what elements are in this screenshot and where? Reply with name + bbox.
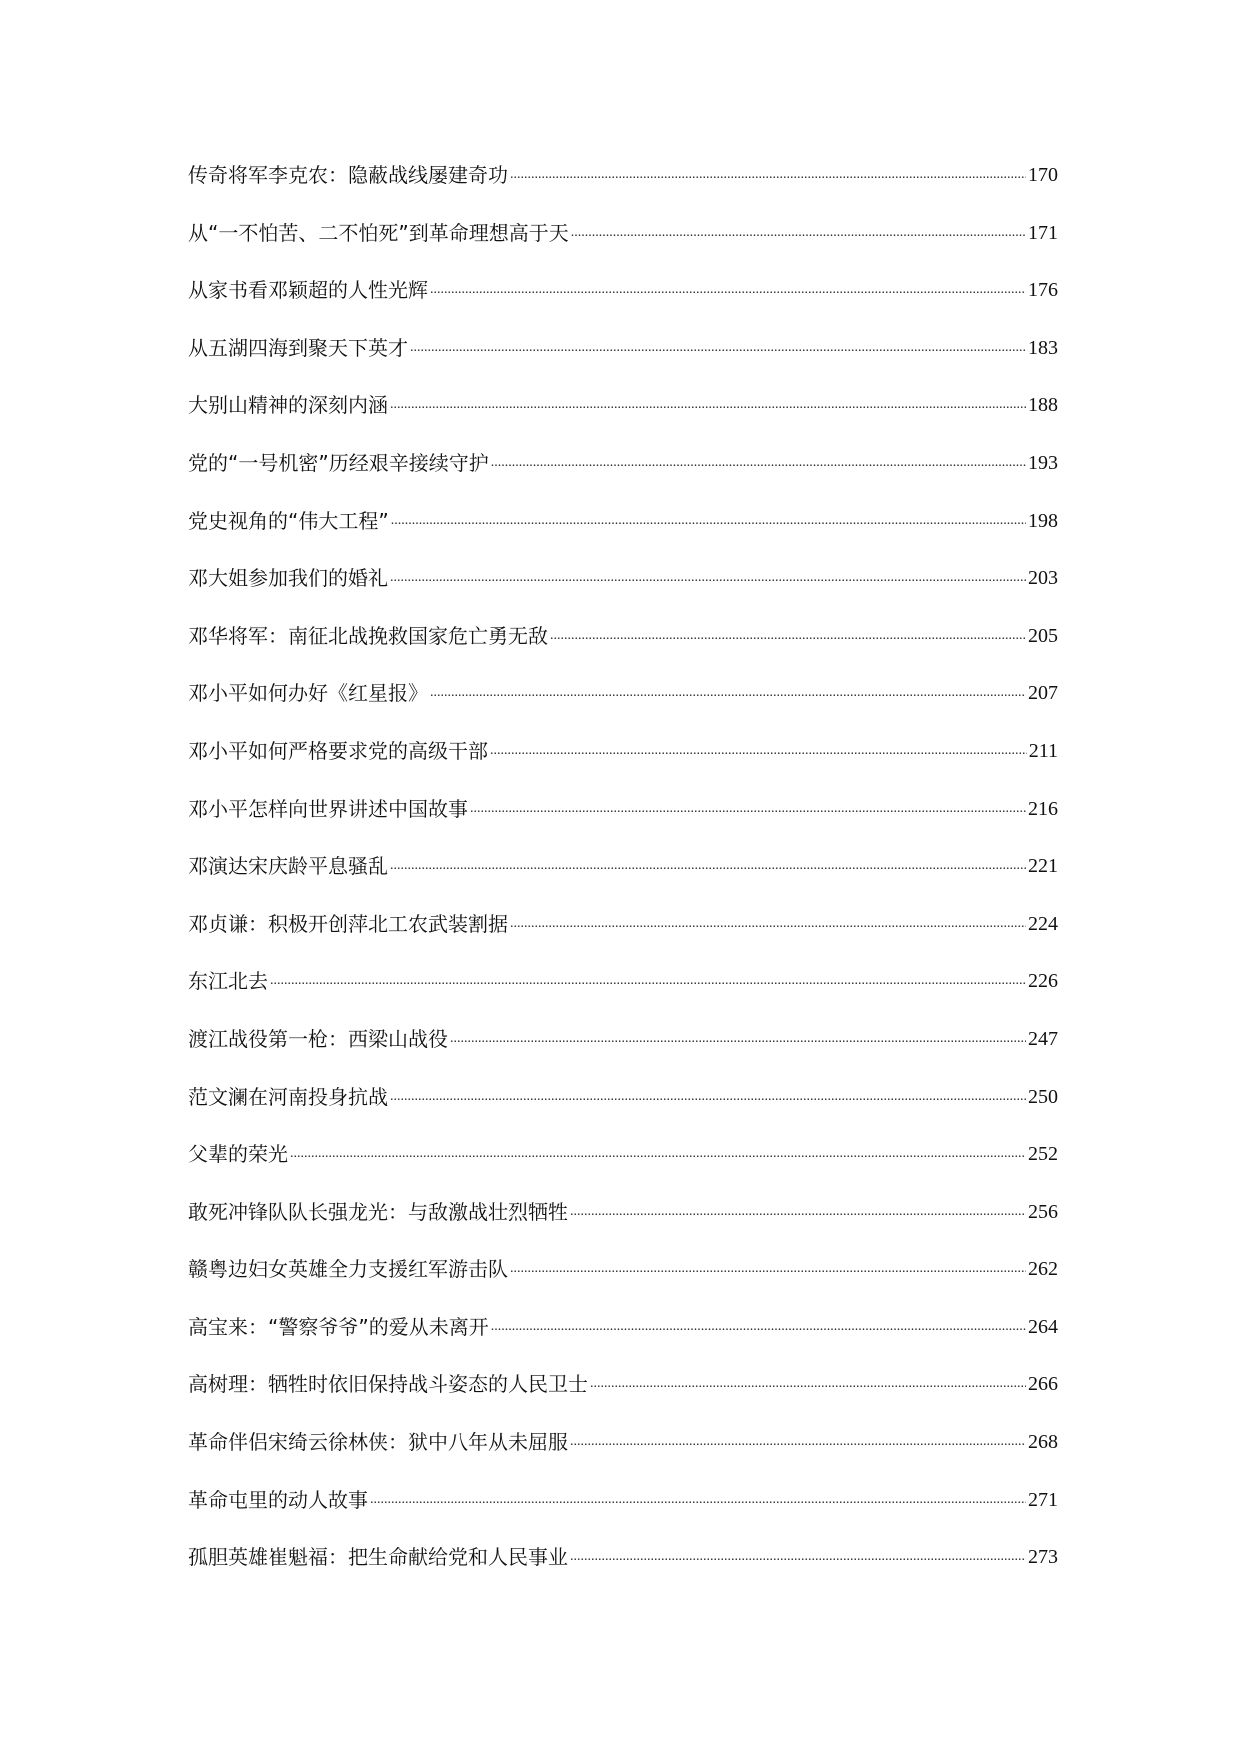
toc-entry-title: 高树理：牺牲时依旧保持战斗姿态的人民卫士 bbox=[188, 1372, 588, 1397]
toc-entry-page: 188 bbox=[1028, 394, 1058, 417]
toc-entry-page: 252 bbox=[1028, 1143, 1058, 1166]
toc-dot-leader bbox=[370, 1486, 1026, 1514]
toc-entry[interactable] bbox=[188, 1140, 1058, 1198]
toc-dot-leader bbox=[570, 1543, 1026, 1571]
toc-entry[interactable] bbox=[188, 161, 1058, 219]
toc-entry-page: 264 bbox=[1028, 1315, 1058, 1338]
toc-entry-title: 父辈的荣光 bbox=[188, 1142, 288, 1167]
toc-dot-leader bbox=[510, 161, 1026, 189]
toc-entry[interactable] bbox=[188, 449, 1058, 507]
toc-entry[interactable] bbox=[188, 1486, 1058, 1544]
toc-entry[interactable] bbox=[188, 276, 1058, 334]
toc-entry-title: 邓小平如何办好《红星报》 bbox=[188, 681, 428, 706]
toc-entry-page: 207 bbox=[1028, 682, 1058, 705]
toc-entry-page: 262 bbox=[1028, 1258, 1058, 1281]
toc-entry-title: 邓大姐参加我们的婚礼 bbox=[188, 566, 388, 591]
toc-entry[interactable] bbox=[188, 967, 1058, 1025]
toc-dot-leader bbox=[571, 219, 1026, 247]
toc-entry[interactable] bbox=[188, 219, 1058, 277]
toc-entry[interactable] bbox=[188, 1428, 1058, 1486]
toc-entry-title: 赣粤边妇女英雄全力支援红军游击队 bbox=[188, 1257, 508, 1282]
toc-entry-page: 266 bbox=[1028, 1373, 1058, 1396]
toc-entry[interactable] bbox=[188, 1370, 1058, 1428]
toc-entry-page: 226 bbox=[1028, 970, 1058, 993]
toc-entry-title: 高宝来：“警察爷爷”的爱从未离开 bbox=[188, 1314, 489, 1339]
toc-entry-title: 邓贞谦：积极开创萍北工农武装割据 bbox=[188, 911, 508, 936]
toc-entry[interactable] bbox=[188, 1083, 1058, 1141]
toc-dot-leader bbox=[430, 679, 1026, 707]
toc-entry-page: 183 bbox=[1028, 336, 1058, 359]
toc-entry-title: 从家书看邓颖超的人性光辉 bbox=[188, 278, 428, 303]
toc-entry-title: 邓华将军：南征北战挽救国家危亡勇无敌 bbox=[188, 623, 548, 648]
toc-entry-page: 205 bbox=[1028, 624, 1058, 647]
toc-entry[interactable] bbox=[188, 1025, 1058, 1083]
toc-entry-title: 党的“一号机密”历经艰辛接续守护 bbox=[188, 450, 489, 475]
toc-entry-title: 革命屯里的动人故事 bbox=[188, 1487, 368, 1512]
toc-entry-page: 193 bbox=[1028, 451, 1058, 474]
toc-entry[interactable] bbox=[188, 564, 1058, 622]
toc-entry[interactable] bbox=[188, 852, 1058, 910]
toc-entry[interactable] bbox=[188, 391, 1058, 449]
toc-dot-leader bbox=[490, 737, 1027, 765]
toc-dot-leader bbox=[590, 1370, 1026, 1398]
toc-entry-page: 171 bbox=[1028, 221, 1058, 244]
toc-entry-title: 范文澜在河南投身抗战 bbox=[188, 1084, 388, 1109]
toc-entry-page: 271 bbox=[1028, 1488, 1058, 1511]
toc-entry-page: 273 bbox=[1028, 1546, 1058, 1569]
toc-entry-page: 247 bbox=[1028, 1027, 1058, 1050]
toc-dot-leader bbox=[510, 1255, 1026, 1283]
toc-entry-page: 170 bbox=[1028, 164, 1058, 186]
toc-entry[interactable] bbox=[188, 679, 1058, 737]
toc-entry[interactable] bbox=[188, 507, 1058, 565]
toc-entry[interactable] bbox=[188, 795, 1058, 853]
toc-entry-page: 203 bbox=[1028, 567, 1058, 590]
toc-dot-leader bbox=[390, 391, 1026, 419]
toc-entry-title: 敢死冲锋队队长强龙光：与敌激战壮烈牺牲 bbox=[188, 1199, 568, 1224]
toc-entry[interactable] bbox=[188, 1198, 1058, 1256]
toc-entry-title: 传奇将军李克农：隐蔽战线屡建奇功 bbox=[188, 163, 508, 187]
toc-dot-leader bbox=[391, 507, 1026, 535]
toc-entry-page: 216 bbox=[1028, 797, 1058, 820]
toc-dot-leader bbox=[290, 1140, 1026, 1168]
toc-entry-title: 邓演达宋庆龄平息骚乱 bbox=[188, 854, 388, 879]
toc-entry[interactable] bbox=[188, 334, 1058, 392]
toc-dot-leader bbox=[390, 564, 1026, 592]
toc-entry[interactable] bbox=[188, 1255, 1058, 1313]
toc-dot-leader bbox=[390, 1083, 1026, 1111]
toc-entry[interactable] bbox=[188, 622, 1058, 680]
toc-entry-page: 221 bbox=[1028, 855, 1058, 878]
toc-entry-title: 东江北去 bbox=[188, 969, 268, 994]
toc-entry-page: 250 bbox=[1028, 1085, 1058, 1108]
toc-dot-leader bbox=[570, 1198, 1026, 1226]
toc-entry-title: 革命伴侣宋绮云徐林侠：狱中八年从未屈服 bbox=[188, 1430, 568, 1455]
toc-entry-title: 党史视角的“伟大工程” bbox=[188, 508, 389, 533]
toc-entry[interactable] bbox=[188, 1313, 1058, 1371]
toc-entry[interactable] bbox=[188, 1543, 1058, 1601]
toc-entry-title: 从“一不怕苦、二不怕死”到革命理想高于天 bbox=[188, 220, 569, 245]
toc-dot-leader bbox=[270, 967, 1026, 995]
table-of-contents bbox=[188, 161, 1058, 1601]
toc-entry-page: 198 bbox=[1028, 509, 1058, 532]
toc-dot-leader bbox=[550, 622, 1026, 650]
toc-entry-page: 211 bbox=[1028, 739, 1058, 762]
toc-dot-leader bbox=[450, 1025, 1026, 1053]
toc-entry-title: 从五湖四海到聚天下英才 bbox=[188, 335, 408, 360]
toc-entry-page: 224 bbox=[1028, 912, 1058, 935]
toc-entry-page: 268 bbox=[1028, 1431, 1058, 1454]
toc-entry[interactable] bbox=[188, 737, 1058, 795]
toc-dot-leader bbox=[390, 852, 1026, 880]
toc-entry-page: 176 bbox=[1028, 279, 1058, 302]
toc-entry-title: 邓小平怎样向世界讲述中国故事 bbox=[188, 796, 468, 821]
toc-entry-page: 256 bbox=[1028, 1200, 1058, 1223]
toc-entry[interactable] bbox=[188, 910, 1058, 968]
toc-entry-title: 大别山精神的深刻内涵 bbox=[188, 393, 388, 418]
toc-dot-leader bbox=[410, 334, 1026, 362]
toc-dot-leader bbox=[570, 1428, 1026, 1456]
toc-entry-title: 孤胆英雄崔魁福：把生命献给党和人民事业 bbox=[188, 1545, 568, 1570]
toc-dot-leader bbox=[430, 276, 1026, 304]
toc-dot-leader bbox=[491, 449, 1026, 477]
toc-entry-title: 渡江战役第一枪：西梁山战役 bbox=[188, 1026, 448, 1051]
toc-dot-leader bbox=[510, 910, 1026, 938]
toc-dot-leader bbox=[491, 1313, 1026, 1341]
toc-entry-title: 邓小平如何严格要求党的高级干部 bbox=[188, 738, 488, 763]
toc-dot-leader bbox=[470, 795, 1026, 823]
